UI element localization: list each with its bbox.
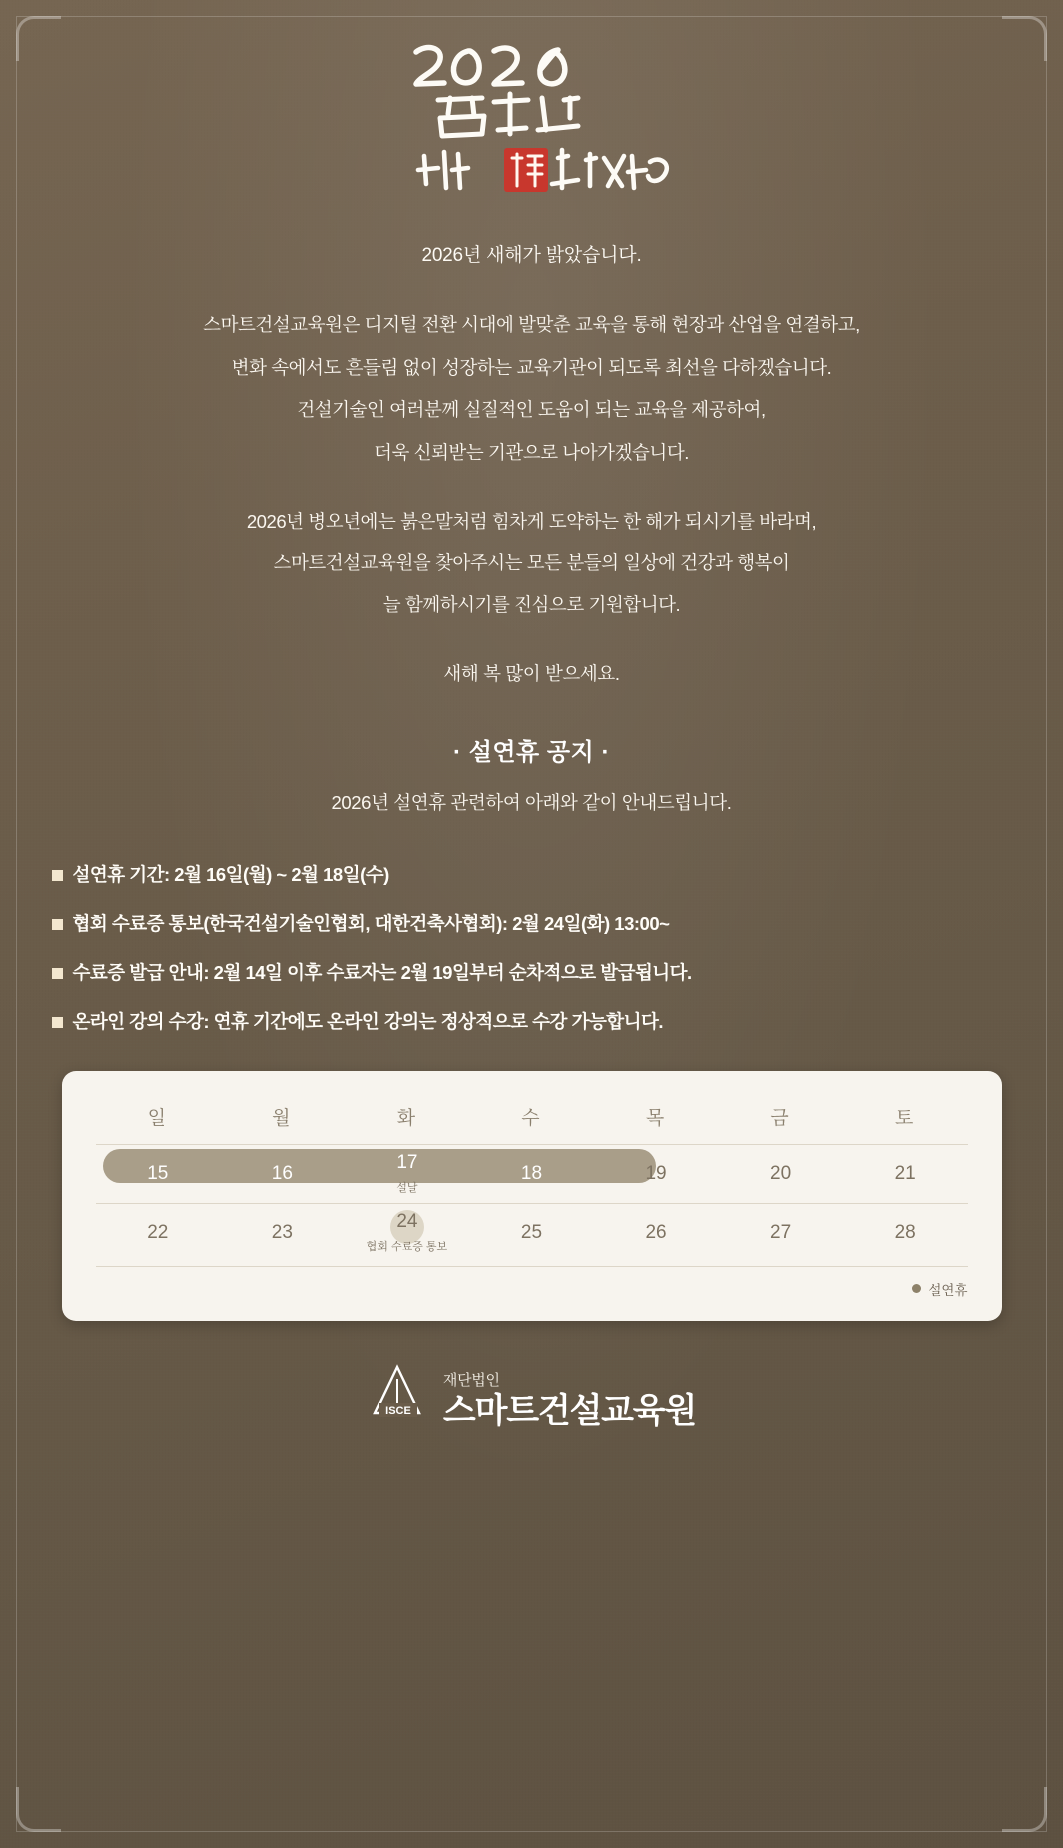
notice-bullet-item <box>52 912 1022 937</box>
weekday-label-wed: 수 <box>521 1107 542 1129</box>
calendar-day-number: 26 <box>645 1222 667 1244</box>
legend-dot-icon <box>912 1284 921 1293</box>
calendar-day-cell[interactable] <box>345 1204 470 1262</box>
holiday-range-pill <box>103 1149 656 1183</box>
calendar-day-number: 19 <box>645 1163 667 1185</box>
weekday-label-sat: 토 <box>895 1107 916 1129</box>
notice-bullet-text: 협회 수료증 통보(한국건설기술인협회, 대한건축사협회): 2월 24일(화) 13:00~ <box>72 912 670 934</box>
calligraphy-artwork <box>382 38 682 213</box>
organization-prefix: 재단법인 <box>442 1371 500 1389</box>
calligraphy-hero <box>40 0 1023 218</box>
weekday-label-tue: 화 <box>396 1107 418 1129</box>
greeting-block <box>40 240 1023 686</box>
holiday-notice-section <box>40 732 1023 1035</box>
svg-text:ISCE: ISCE <box>385 1404 411 1417</box>
square-bullet-icon <box>52 968 63 979</box>
fortune-seal-icon <box>504 148 548 192</box>
organization-name: 스마트건설교육원 <box>442 1391 697 1430</box>
greeting-line: 스마트건설교육원을 찾아주시는 모든 분들의 일상에 건강과 행복이 <box>273 552 790 574</box>
calendar-day-cell[interactable] <box>718 1204 843 1262</box>
calendar-weekday-header <box>96 1097 968 1145</box>
square-bullet-icon <box>52 870 63 881</box>
calendar-day-number: 23 <box>271 1222 293 1244</box>
frame-corner-bottom-left <box>16 1787 61 1832</box>
calendar-day-number: 27 <box>770 1222 792 1244</box>
calendar-day-number: 17 <box>396 1151 418 1173</box>
holiday-calendar <box>62 1071 1002 1321</box>
notice-bullet-item <box>52 961 1022 986</box>
notice-bullet-list <box>42 863 1022 1035</box>
calendar-day-number: 18 <box>520 1163 543 1185</box>
calendar-week-row <box>96 1204 968 1262</box>
calendar-day-number: 16 <box>271 1163 293 1185</box>
calendar-day-cell[interactable] <box>843 1204 968 1262</box>
calendar-day-number: 15 <box>147 1163 169 1185</box>
weekday-label-thu: 목 <box>645 1107 667 1129</box>
weekday-label-mon: 월 <box>272 1107 293 1129</box>
frame-corner-bottom-right <box>1002 1787 1047 1832</box>
calendar-day-cell[interactable] <box>594 1204 719 1262</box>
greeting-paragraph-1 <box>40 311 1023 468</box>
footer-logo <box>40 1363 1023 1472</box>
notice-bullet-text: 수료증 발급 안내: 2월 14일 이후 수료자는 2월 19일부터 순차적으로 발급됩니다. <box>72 961 692 983</box>
isce-logo-icon <box>367 1363 429 1428</box>
greeting-line: 건설기술인 여러분께 실질적인 도움이 되는 교육을 제공하여, <box>297 399 766 421</box>
greeting-line: 늘 함께하시기를 진심으로 기원합니다. <box>382 594 681 616</box>
calendar-day-number: 24 <box>396 1210 418 1232</box>
calendar-day-number: 28 <box>894 1222 916 1244</box>
calendar-day-sublabel: 협회 수료증 통보 <box>366 1240 448 1253</box>
calendar-table <box>96 1097 968 1262</box>
notice-subtitle: 2026년 설연휴 관련하여 아래와 같이 안내드립니다. <box>331 791 732 813</box>
calendar-day-cell[interactable] <box>718 1145 843 1204</box>
notice-bullet-text: 온라인 강의 수강: 연휴 기간에도 온라인 강의는 정상적으로 수강 가능합니다. <box>72 1010 664 1032</box>
calendar-week-row <box>96 1145 968 1204</box>
notice-title: · 설연휴 공지 · <box>453 738 610 766</box>
greeting-line: 스마트건설교육원은 디지털 전환 시대에 발맞춘 교육을 통해 현장과 산업을 연결하고, <box>203 314 860 335</box>
greeting-line: 2026년 병오년에는 붉은말처럼 힘차게 도약하는 한 해가 되시기를 바라며, <box>246 510 817 532</box>
notice-bullet-text: 설연휴 기간: 2월 16일(월) ~ 2월 18일(수) <box>72 863 389 885</box>
calendar-day-number: 20 <box>770 1163 792 1185</box>
calendar-day-cell[interactable] <box>96 1145 221 1204</box>
greeting-line: 더욱 신뢰받는 기관으로 나아가겠습니다. <box>374 442 689 464</box>
calendar-card-wrapper <box>40 1071 1023 1321</box>
square-bullet-icon <box>52 919 63 930</box>
weekday-label-fri: 금 <box>770 1107 791 1129</box>
greeting-closing: 새해 복 많이 받으세요. <box>443 662 620 684</box>
calendar-day-number: 22 <box>147 1222 169 1244</box>
calendar-day-number: 25 <box>520 1222 543 1244</box>
notice-bullet-item <box>52 1010 1022 1035</box>
calendar-day-cell[interactable] <box>96 1204 221 1262</box>
calendar-day-cell[interactable] <box>469 1204 594 1262</box>
calendar-day-cell[interactable] <box>220 1204 345 1262</box>
greeting-paragraph-2 <box>40 508 1023 620</box>
square-bullet-icon <box>52 1017 63 1028</box>
weekday-label-sun: 일 <box>147 1107 168 1129</box>
greeting-line: 변화 속에서도 흔들림 없이 성장하는 교육기관이 되도록 최선을 다하겠습니다. <box>231 356 832 378</box>
calendar-day-number: 21 <box>894 1163 916 1185</box>
calendar-day-sublabel: 설날 <box>396 1181 418 1194</box>
greeting-lead: 2026년 새해가 밝았습니다. <box>421 245 642 266</box>
legend-label: 설연휴 <box>928 1282 968 1298</box>
calendar-legend <box>96 1266 968 1299</box>
notice-bullet-item <box>52 863 1022 888</box>
calendar-day-cell[interactable] <box>843 1145 968 1204</box>
organization-name-block <box>443 1373 696 1428</box>
